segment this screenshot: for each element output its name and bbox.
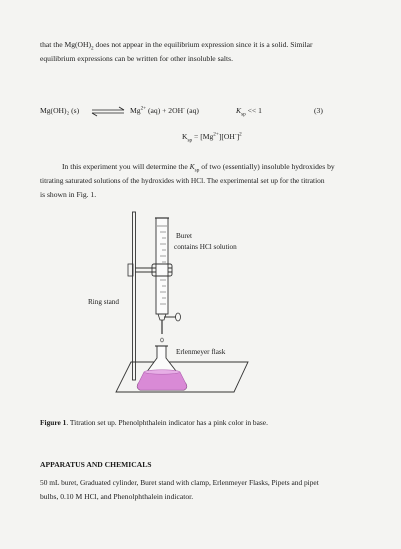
equation-right: $Mg^{2+}$ (aq) + 2OH- (aq)	[130, 105, 199, 115]
equation-left: Mg(OH)₂ (s)	[40, 106, 80, 115]
intro-line-2: equilibrium expressions can be written for other insoluble salts.	[40, 54, 233, 63]
ring-stand-label: Ring stand	[88, 298, 119, 306]
buret-label-2: contains HCl solution	[174, 243, 237, 251]
flask-label: Erlenmeyer flask	[176, 348, 226, 356]
buret-label-1: Buret	[176, 232, 192, 240]
intro-line-1: that the $Mg(OH)_2$ does not appear in the equilibrium expression since it is a solid. Similar	[40, 40, 313, 52]
section-line-2: bulbs, 0.10 M HCl, and Phenolphthalein indicator.	[40, 492, 194, 501]
figure-caption: Figure 1. Titration set up. Phenolphthalein indicator has a pink color in base.	[40, 418, 268, 427]
section-line-1: 50 mL buret, Graduated cylinder, Buret stand with clamp, Erlenmeyer Flasks, Pipets and pipet	[40, 478, 319, 487]
ksp-expression: $K_{sp} = [Mg^{2+}][OH^-]^2$	[182, 131, 242, 144]
paragraph-line-3: is shown in Fig. 1.	[40, 190, 97, 199]
paragraph-line-2: titrating saturated solutions of the hydroxides with HCl. The experimental set up for the titration	[40, 176, 325, 185]
paragraph-line-1: In this experiment you will determine the $K_{sp}$ of two (essentially) insoluble hydroxides by	[62, 162, 335, 174]
equation-number: (3)	[314, 106, 323, 115]
equation-ksp: $K_{sp} << 1$	[236, 106, 262, 118]
section-heading: APPARATUS AND CHEMICALS	[40, 460, 152, 469]
